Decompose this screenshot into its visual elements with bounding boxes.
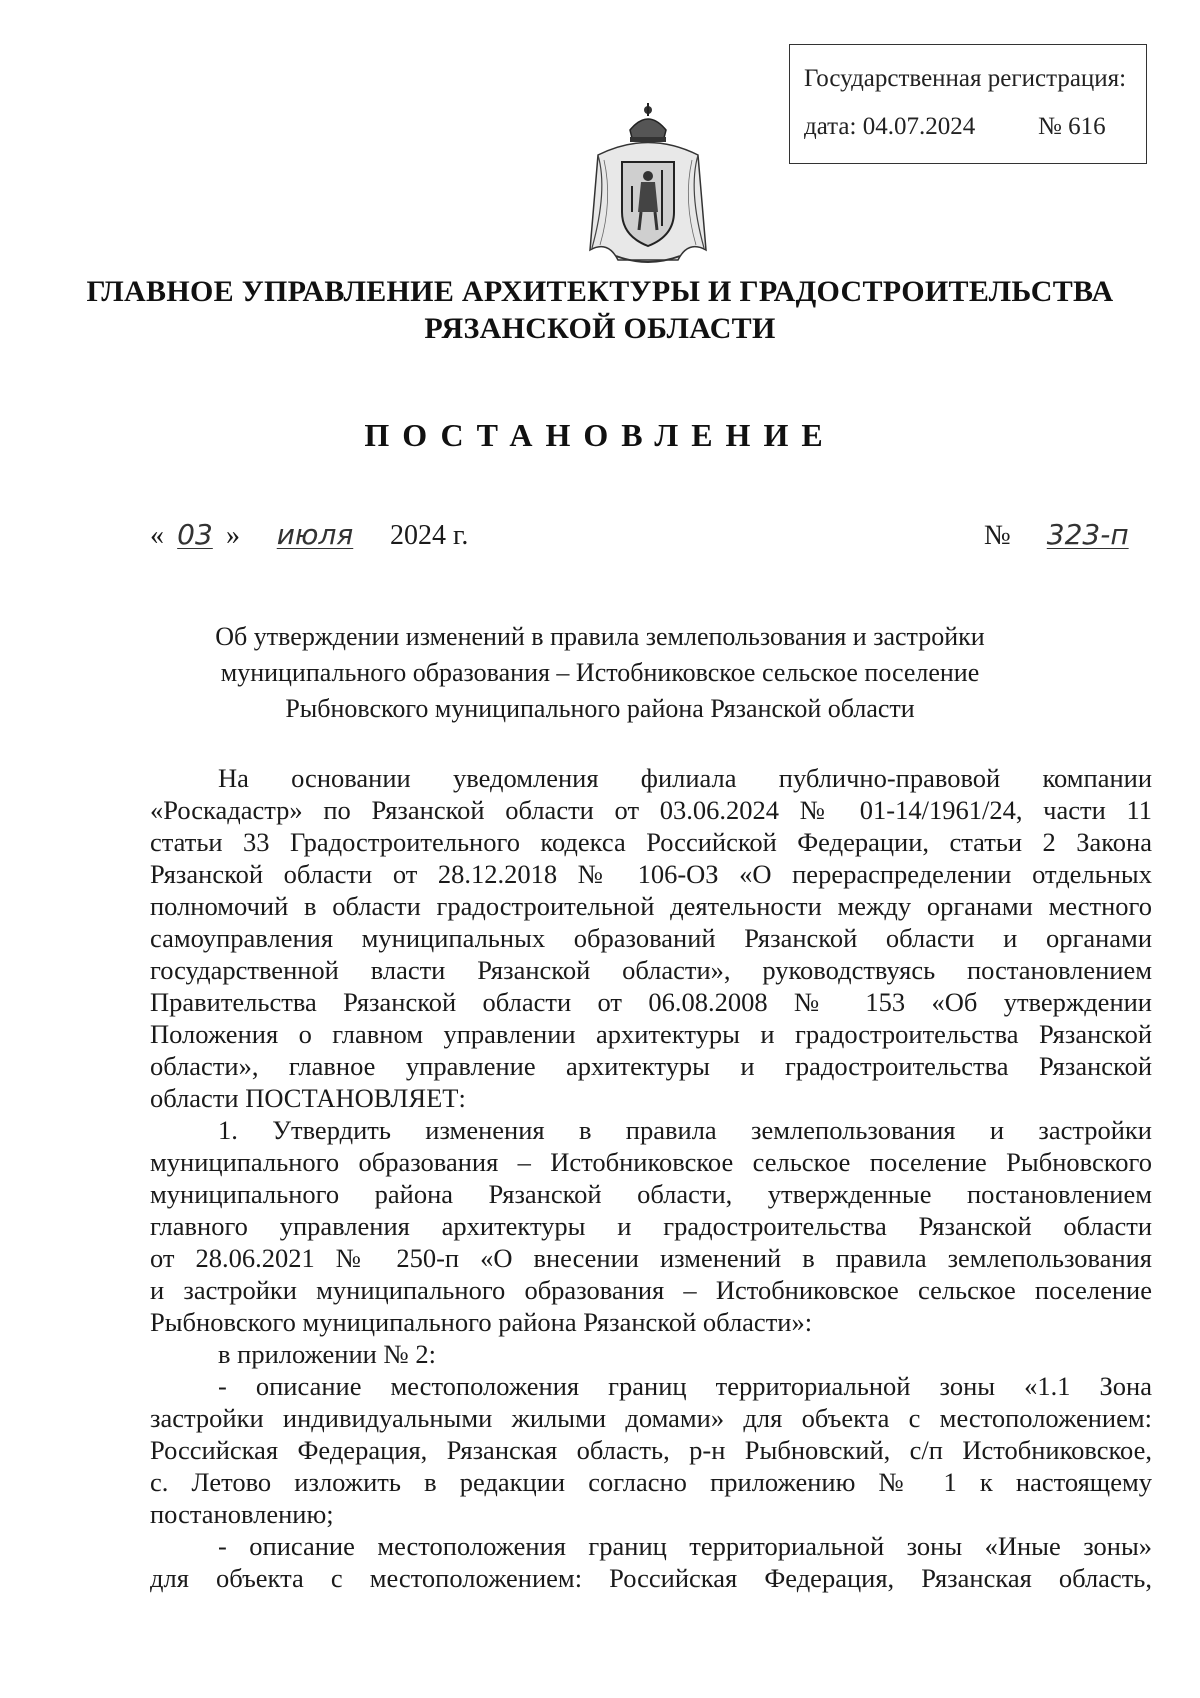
date-close-quote: » [226,520,240,551]
date-month: июля [276,518,354,551]
body-line: самоуправления муниципальных образований Рязанской области и органами [150,923,1152,953]
body-line: области», главное управление архитектуры и градостроительства Рязанской [150,1051,1152,1081]
body-line: с. Летово изложить в редакции согласно приложению № 1 к настоящему [150,1467,1152,1497]
body-line: постановлению; [150,1499,334,1529]
organization-name-line1: ГЛАВНОЕ УПРАВЛЕНИЕ АРХИТЕКТУРЫ И ГРАДОСТРОИТЕЛЬСТВА [86,275,1114,308]
body-line: Положения о главном управлении архитектуры и градостроительства Рязанской [150,1019,1152,1049]
body-line: Рыбновского муниципального района Рязанской области»: [150,1307,813,1337]
organization-name-line2: РЯЗАНСКОЙ ОБЛАСТИ [424,312,776,345]
body-line: «Роскадастр» по Рязанской области от 03.06.2024 № 01-14/1961/24, части 11 [150,795,1152,825]
registration-title: Государственная регистрация: [804,65,1127,92]
document-type-title: ПОСТАНОВЛЕНИЕ [364,417,836,453]
body-line: - описание местоположения границ территориальной зоны «Иные зоны» [218,1531,1152,1561]
document-number [984,518,1158,552]
body-line: На основании уведомления филиала публично-правовой компании [218,763,1152,793]
coat-of-arms-icon [578,100,718,270]
subject-line-1: Об утверждении изменений в правила землепользования и застройки [215,622,985,651]
body-line: в приложении № 2: [218,1339,436,1369]
registration-date: дата: 04.07.2024 [804,113,976,140]
body-line: муниципального района Рязанской области, утвержденные постановлением [150,1179,1152,1209]
body-line: Российская Федерация, Рязанская область, р-н Рыбновский, с/п Истобниковское, [150,1435,1152,1465]
body-line: и застройки муниципального образования – Истобниковское сельское поселение [150,1275,1152,1305]
body-line: муниципального образования – Истобниковское сельское поселение Рыбновского [150,1147,1152,1177]
body-line: Рязанской области от 28.12.2018 № 106-ОЗ «О перераспределении отдельных [150,859,1152,889]
registration-stamp [789,44,1147,164]
body-line: полномочий в области градостроительной деятельности между органами местного [150,891,1152,921]
document-date [150,518,468,552]
subject-line-2: муниципального образования – Истобниковское сельское поселение [220,658,980,687]
date-year: 2024 г. [390,520,469,551]
body-line: статьи 33 Градостроительного кодекса Российской Федерации, статьи 2 Закона [150,827,1152,857]
body-line: от 28.06.2021 № 250-п «О внесении изменений в правила землепользования [150,1243,1152,1273]
body-line: государственной власти Рязанской области», руководствуясь постановлением [150,955,1152,985]
date-open-quote: « [150,520,164,551]
body-line: - описание местоположения границ территориальной зоны «1.1 Зона [218,1371,1152,1401]
body-line: застройки индивидуальными жилыми домами» для объекта с местоположением: [150,1403,1152,1433]
body-line: 1. Утвердить изменения в правила землепользования и застройки [218,1115,1152,1145]
number-value: 323-п [1046,518,1129,551]
body-line: Правительства Рязанской области от 06.08.2008 № 153 «Об утверждении [150,987,1152,1017]
subject-line-3: Рыбновского муниципального района Рязанской области [285,694,915,723]
body-line: главного управления архитектуры и градостроительства Рязанской области [150,1211,1152,1241]
body-line: для объекта с местоположением: Российская Федерация, Рязанская область, [150,1563,1152,1593]
number-label: № [984,520,1011,551]
registration-number: № 616 [1038,113,1106,140]
date-day: 03 [177,518,213,551]
body-line: области ПОСТАНОВЛЯЕТ: [150,1083,466,1113]
